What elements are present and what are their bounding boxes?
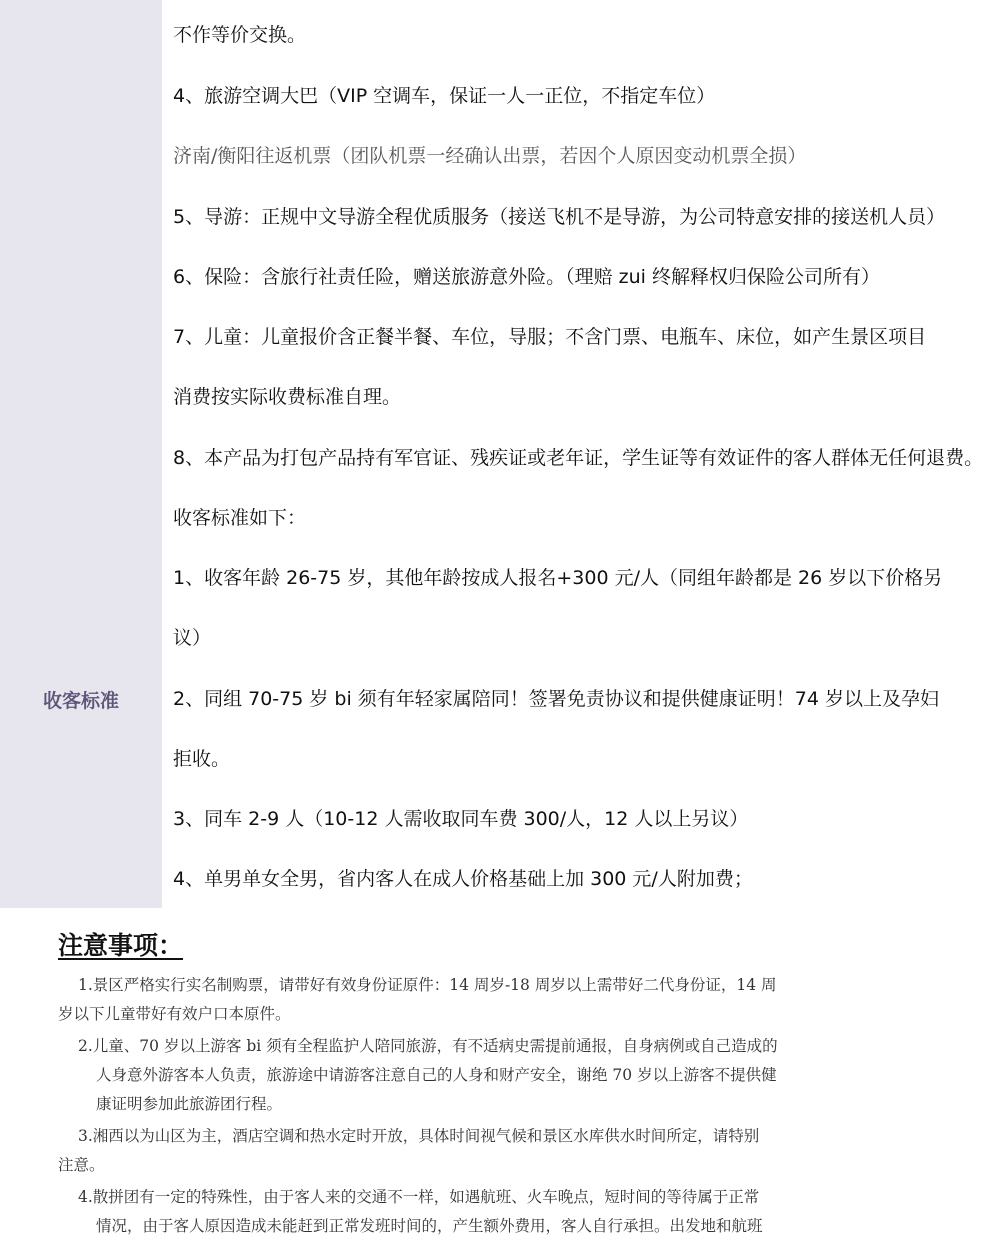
content-line: 消费按实际收费标准自理。 [173, 386, 402, 408]
content-line: 6、保险：含旅行社责任险，赠送旅游意外险。（理赔 zui 终解释权归保险公司所有） [173, 266, 880, 288]
note-line: 注意。 [58, 1156, 105, 1174]
notes-section [0, 908, 991, 1249]
notes-title: 注意事项： [58, 931, 184, 960]
content-line: 济南/衡阳往返机票（团队机票一经确认出票，若因个人原因变动机票全损） [173, 145, 807, 167]
note-line: 岁以下儿童带好有效户口本原件。 [58, 1005, 291, 1023]
content-line: 不作等价交换。 [173, 24, 307, 46]
note-line: 康证明参加此旅游团行程。 [96, 1095, 283, 1113]
note-line: 2.儿童、70 岁以上游客 bi 须有全程监护人陪同旅游，有不适病史需提前通报，自身病例或自己造成的 [78, 1037, 778, 1055]
content-line: 4、单男单女全男，省内客人在成人价格基础上加 300 元/人附加费； [173, 868, 753, 890]
content-line: 议） [173, 627, 212, 649]
note-line: 情况，由于客人原因造成未能赶到正常发班时间的，产生额外费用，客人自行承担。出发地和航班 [96, 1217, 763, 1235]
content-line: 拒收。 [173, 748, 231, 770]
content-line: 5、导游：正规中文导游全程优质服务（接送飞机不是导游，为公司特意安排的接送机人员） [173, 206, 946, 228]
content-line: 1、收客年龄 26-75 岁，其他年龄按成人报名+300 元/人（同组年龄都是 26 岁以下价格另 [173, 567, 943, 589]
section-label: 收客标准 [42, 690, 119, 712]
note-line: 4.散拼团有一定的特殊性，由于客人来的交通不一样，如遇航班、火车晚点，短时间的等待属于正常 [78, 1188, 760, 1206]
note-line: 3.湘西以为山区为主，酒店空调和热水定时开放，具体时间视气候和景区水库供水时间所定，请特别 [78, 1127, 760, 1145]
content-line: 8、本产品为打包产品持有军官证、残疾证或老年证，学生证等有效证件的客人群体无任何退费。 [173, 447, 984, 469]
content-line: 7、儿童：儿童报价含正餐半餐、车位，导服；不含门票、电瓶车、床位，如产生景区项目 [173, 326, 927, 348]
table-label-column [0, 0, 162, 908]
note-line: 人身意外游客本人负责，旅游途中请游客注意自己的人身和财产安全，谢绝 70 岁以上游客不提供健 [96, 1066, 777, 1084]
content-line: 2、同组 70-75 岁 bi 须有年轻家属陪同！签署免责协议和提供健康证明！74 岁以上及孕妇 [173, 688, 940, 710]
content-line: 3、同车 2-9 人（10-12 人需收取同车费 300/人，12 人以上另议） [173, 808, 749, 830]
content-line: 收客标准如下： [173, 507, 307, 529]
note-line: 1.景区严格实行实名制购票，请带好有效身份证原件：14 周岁-18 周岁以上需带好二代身份证，14 周 [78, 976, 777, 994]
content-line: 4、旅游空调大巴（VIP 空调车，保证一人一正位，不指定车位） [173, 85, 716, 107]
